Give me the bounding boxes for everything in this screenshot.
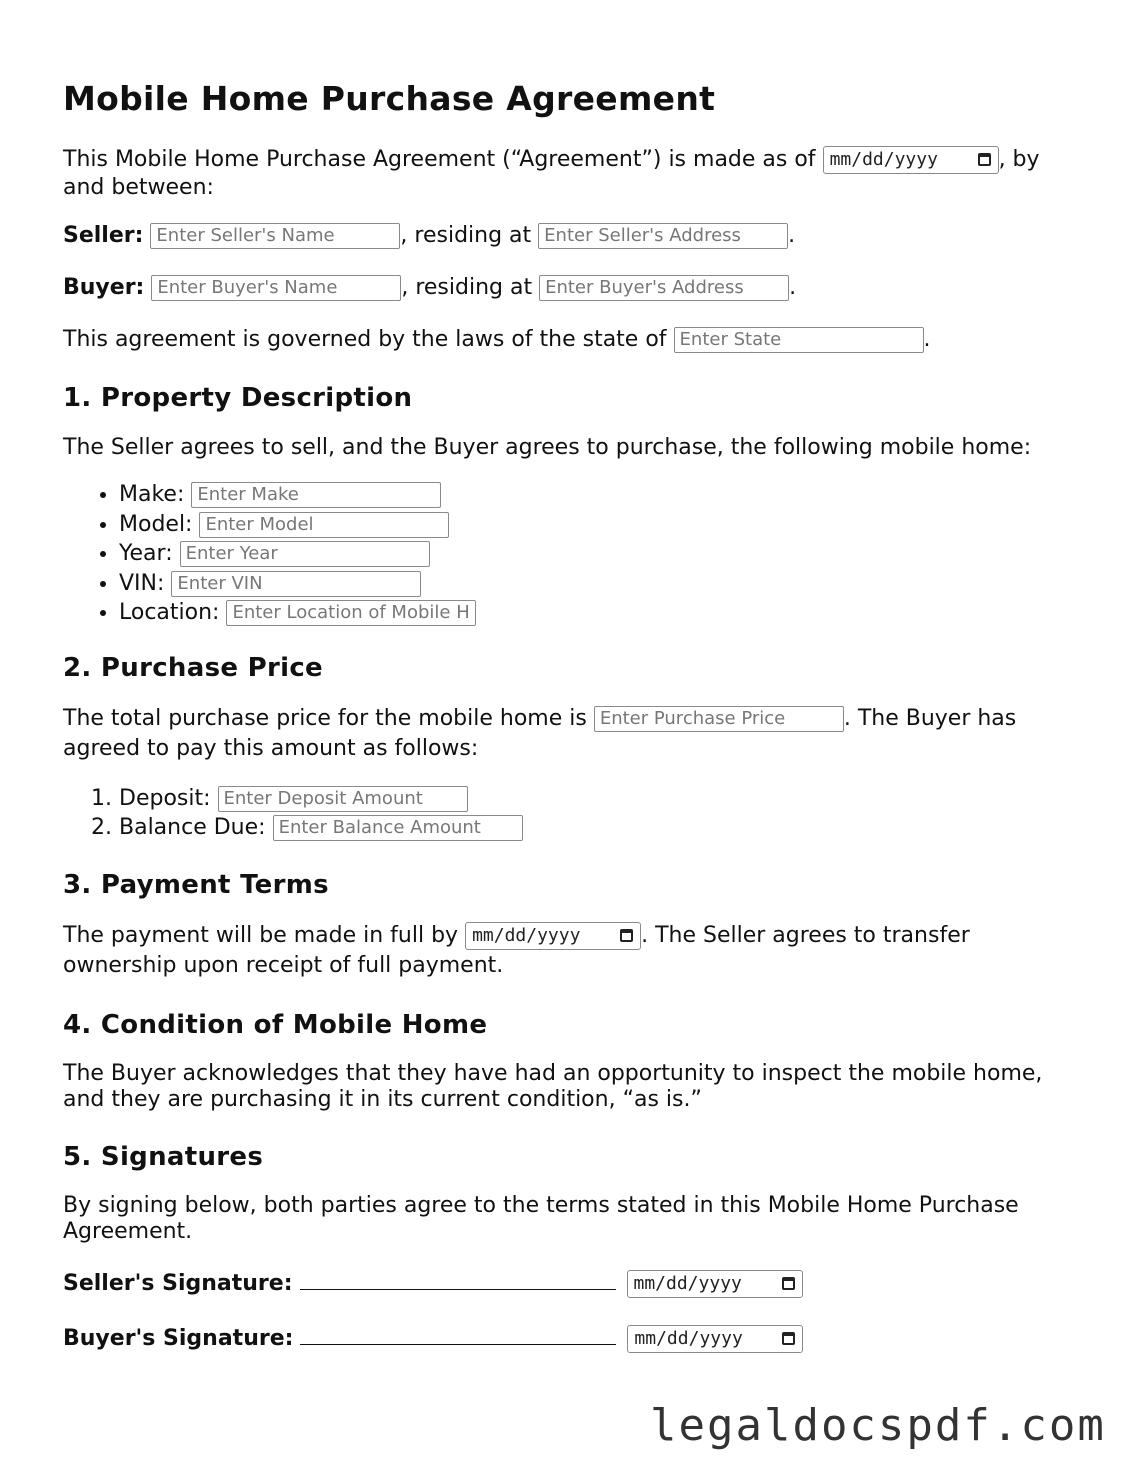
date-placeholder: mm/dd/yyyy xyxy=(472,924,581,946)
vin-label: VIN: xyxy=(119,570,165,596)
model-label: Model: xyxy=(119,511,193,537)
signatures-text: By signing below, both parties agree to the terms stated in this Mobile Home Purchase Agreement. xyxy=(63,1192,1019,1244)
governing-law-row: This agreement is governed by the laws of the state of Enter State . xyxy=(63,327,931,352)
deposit-label: Deposit: xyxy=(119,785,211,811)
make-label: Make: xyxy=(119,482,185,507)
purchase-price-input[interactable]: Enter Purchase Price xyxy=(594,706,844,732)
calendar-icon[interactable] xyxy=(782,1277,795,1290)
balance-input[interactable]: Enter Balance Amount xyxy=(273,815,523,841)
buyer-residing-text: , residing at xyxy=(401,275,533,300)
date-placeholder: mm/dd/yyyy xyxy=(829,149,938,170)
balance-label: Balance Due: xyxy=(119,815,266,840)
calendar-icon[interactable] xyxy=(978,153,991,166)
price-text: The total purchase price for the mobile home is xyxy=(63,705,587,731)
year-input[interactable]: Enter Year xyxy=(180,541,430,567)
list-item xyxy=(119,569,1073,599)
section-heading-condition: 4. Condition of Mobile Home xyxy=(63,1009,488,1040)
location-label: Location: xyxy=(119,600,220,625)
seller-signature-line[interactable] xyxy=(300,1267,616,1290)
payment-terms-paragraph xyxy=(63,921,1073,981)
date-placeholder: mm/dd/yyyy xyxy=(633,1272,742,1294)
state-input[interactable]: Enter State xyxy=(674,327,924,353)
calendar-icon[interactable] xyxy=(620,929,633,942)
buyer-signature-line[interactable] xyxy=(300,1322,616,1345)
section-heading-signatures: 5. Signatures xyxy=(63,1141,264,1172)
seller-row: Seller: Enter Seller's Name , residing at Enter Seller's Address . xyxy=(63,223,796,248)
intro-text-end: , by and between: xyxy=(63,147,1040,200)
buyer-signature-label: Buyer's Signature: xyxy=(63,1325,294,1351)
calendar-icon[interactable] xyxy=(782,1332,795,1345)
seller-name-input[interactable]: Enter Seller's Name xyxy=(150,223,400,249)
intro-text: This Mobile Home Purchase Agreement (“Agreement”) is made as of xyxy=(63,147,816,172)
payment-date-input[interactable] xyxy=(465,922,641,950)
list-item xyxy=(119,510,1073,540)
property-intro-text: The Seller agrees to sell, and the Buyer agrees to purchase, the following mobile home: xyxy=(63,435,1032,460)
seller-signature-date-input[interactable] xyxy=(627,1270,803,1298)
payment-terms-text-end: . The Seller agrees to transfer ownership upon receipt of full payment. xyxy=(63,922,970,978)
buyer-signature-row xyxy=(63,1322,1073,1353)
buyer-row: Buyer: Enter Buyer's Name , residing at Enter Buyer's Address . xyxy=(63,275,797,300)
buyer-address-input[interactable]: Enter Buyer's Address xyxy=(539,275,789,301)
seller-address-input[interactable]: Enter Seller's Address xyxy=(538,223,788,249)
intro-paragraph xyxy=(63,146,1073,202)
buyer-signature-date-input[interactable] xyxy=(627,1325,803,1353)
seller-signature-row xyxy=(63,1267,1073,1298)
list-item xyxy=(119,784,1073,814)
price-paragraph xyxy=(63,704,1073,764)
condition-text: The Buyer acknowledges that they have had an opportunity to inspect the mobile home, and they are purchasing it in its current condition, “as is.” xyxy=(63,1060,1043,1112)
seller-signature-label: Seller's Signature: xyxy=(63,1270,293,1296)
price-text-end: . The Buyer has agreed to pay this amount as follows: xyxy=(63,705,1017,761)
buyer-name-input[interactable]: Enter Buyer's Name xyxy=(151,275,401,301)
deposit-input[interactable]: Enter Deposit Amount xyxy=(218,786,468,812)
model-input[interactable]: Enter Model xyxy=(199,512,449,538)
make-input[interactable]: Enter Make xyxy=(191,482,441,508)
page-title: Mobile Home Purchase Agreement xyxy=(63,79,716,118)
seller-residing-text: , residing at xyxy=(400,223,532,248)
governing-law-text: This agreement is governed by the laws of the state of xyxy=(63,327,667,352)
location-input[interactable]: Enter Location of Mobile H xyxy=(226,600,476,626)
payment-terms-text: The payment will be made in full by xyxy=(63,922,459,948)
year-label: Year: xyxy=(119,541,173,566)
payment-list xyxy=(63,784,1073,843)
list-item xyxy=(119,480,1073,510)
buyer-label: Buyer: xyxy=(63,275,145,300)
list-item xyxy=(119,813,1073,843)
list-item xyxy=(119,598,1073,628)
agreement-date-input[interactable] xyxy=(823,146,999,174)
date-placeholder: mm/dd/yyyy xyxy=(634,1327,743,1349)
list-item xyxy=(119,539,1073,569)
agreement-document xyxy=(63,76,1073,1353)
section-heading-price: 2. Purchase Price xyxy=(63,652,323,683)
seller-label: Seller: xyxy=(63,223,144,248)
section-heading-payment-terms: 3. Payment Terms xyxy=(63,869,329,900)
watermark-logo: legaldocspdf.com xyxy=(650,1400,1106,1451)
vin-input[interactable]: Enter VIN xyxy=(171,571,421,597)
property-list xyxy=(63,480,1073,628)
section-heading-property: 1. Property Description xyxy=(63,383,413,413)
